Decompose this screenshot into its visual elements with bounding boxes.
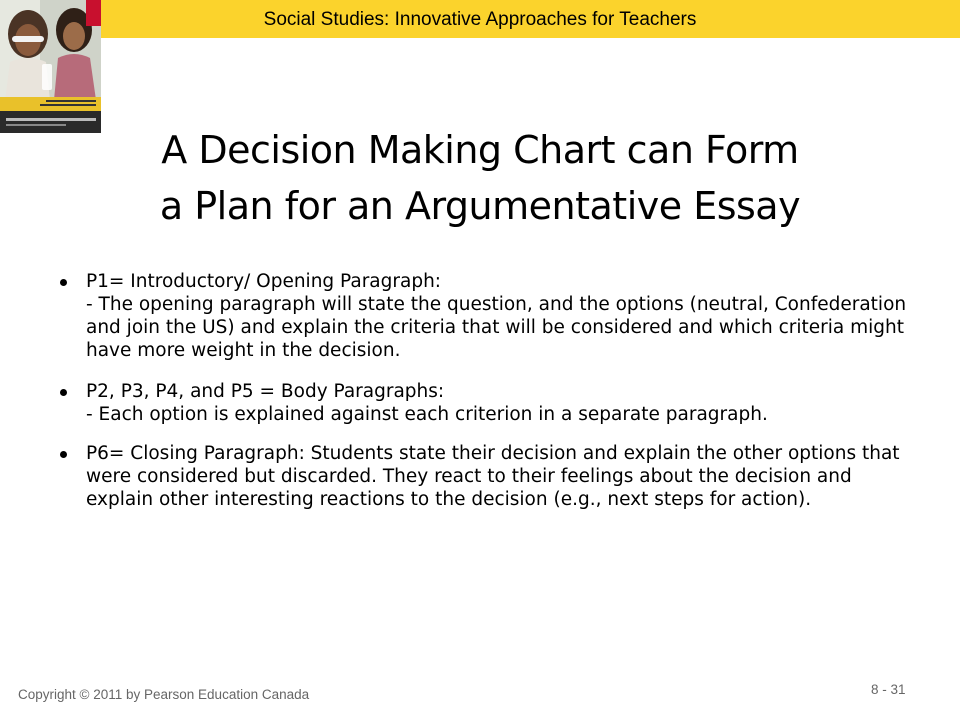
page-number: 8 - 31 [871,682,906,697]
bullet-dot-icon [60,389,67,396]
bullet-heading: P2, P3, P4, and P5 = Body Paragraphs: [86,381,445,402]
bullet-body-paragraphs [60,380,920,426]
copyright-text: Copyright © 2011 by Pearson Education Canada [18,687,310,702]
slide-title-line1: A Decision Making Chart can Form [161,128,799,172]
book-cover-photo [0,0,101,100]
slide-body [60,270,920,511]
bullet-detail: - The opening paragraph will state the question, and the options (neutral, Confederation and join the US) and explain the criteria that will be considered and which criteria might have more weight in the decision. [86,294,907,361]
bullet-dot-icon [60,451,67,458]
banner-title: Social Studies: Innovative Approaches for Teachers [263,9,697,30]
bullet-p1 [60,270,920,362]
slide-title [60,122,900,234]
bullet-heading: P6= Closing Paragraph: Students state their decision and explain the other options that were considered but discarded. They react to their feelings about the decision and explain other interesting reactions to the decision (e.g., next steps for action). [86,443,900,510]
bullet-p6 [60,442,920,511]
book-cover-image [0,0,101,133]
slide-title-line2: a Plan for an Argumentative Essay [159,184,801,228]
bullet-dot-icon [60,279,67,286]
bullet-detail: - Each option is explained against each criterion in a separate paragraph. [86,404,768,425]
bullet-heading: P1= Introductory/ Opening Paragraph: [86,271,442,292]
